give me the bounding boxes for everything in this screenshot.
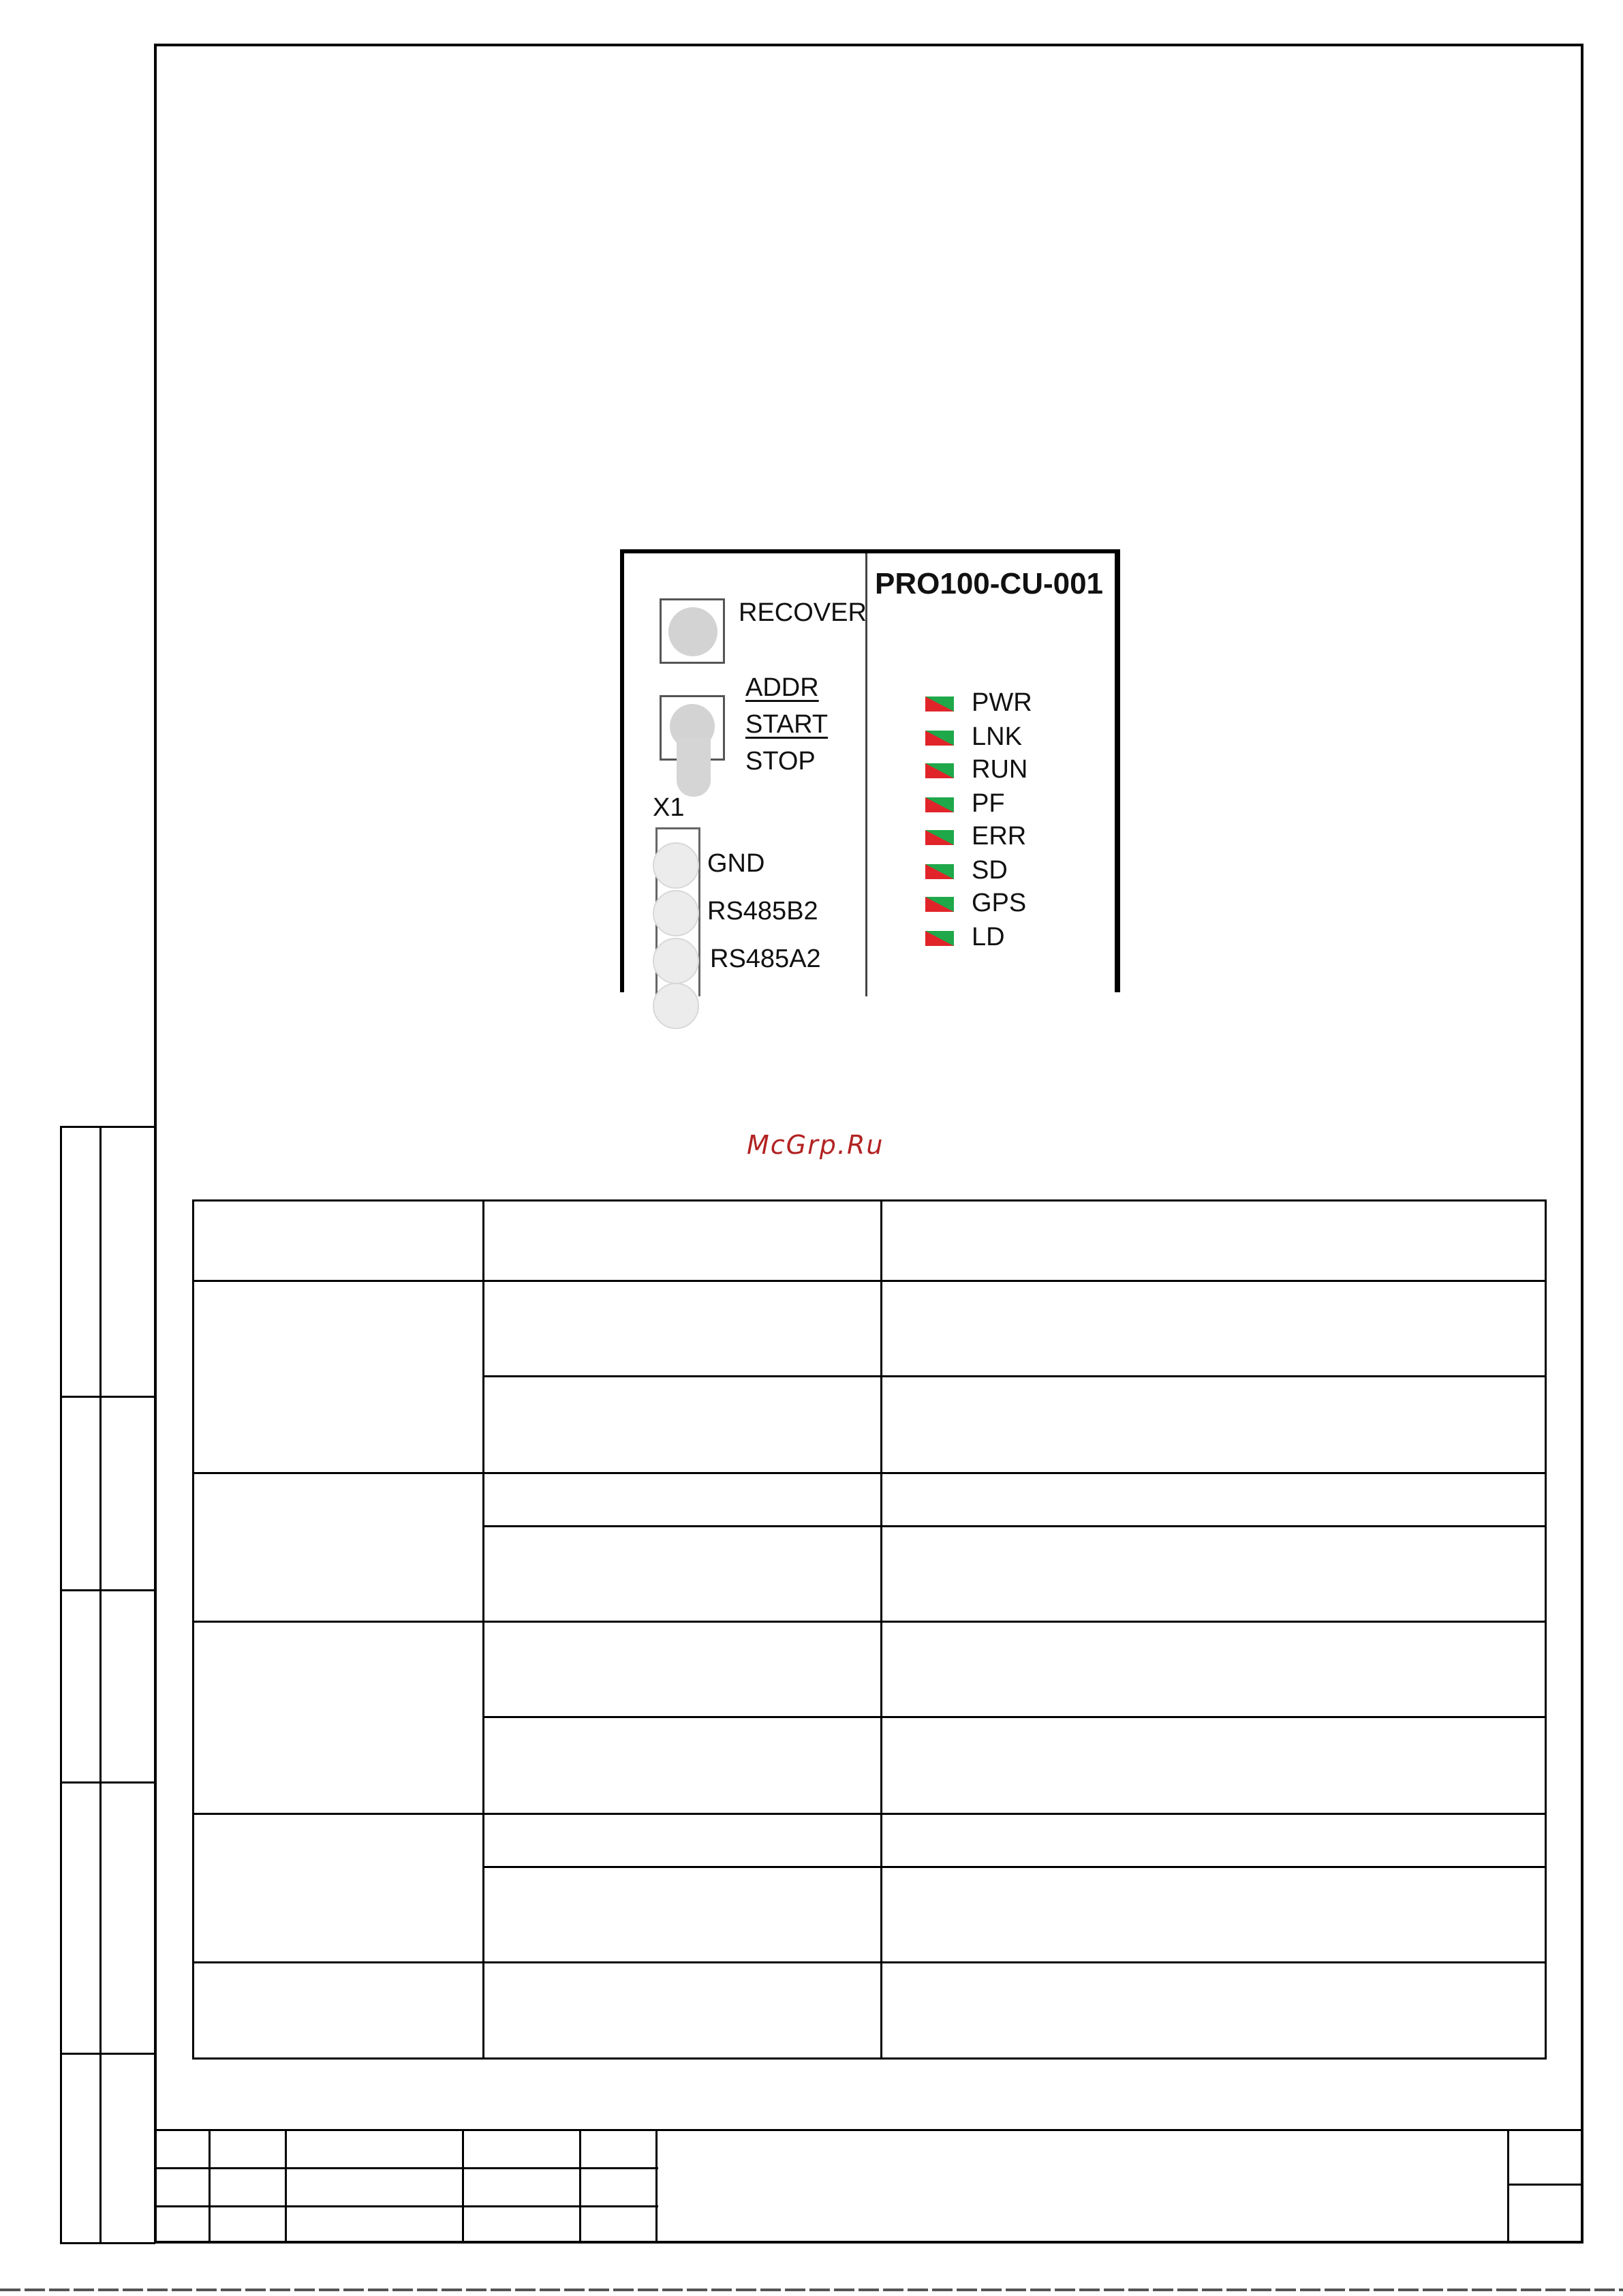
pin-label-rs485a2: RS485A2 <box>710 945 821 973</box>
table-cell <box>484 1815 882 1868</box>
table-cell <box>882 1963 1547 2057</box>
page-edge-dash <box>0 2289 1623 2291</box>
terminal-gnd <box>653 842 699 889</box>
terminal-rs485b2 <box>653 890 699 936</box>
table-group-cell <box>194 1282 484 1474</box>
recover-button[interactable] <box>660 598 725 664</box>
led-gps-icon <box>925 897 954 912</box>
led-label-gps: GPS <box>972 889 1027 917</box>
led-label-run: RUN <box>972 755 1028 784</box>
led-pwr-icon <box>925 697 954 711</box>
led-label-err: ERR <box>972 822 1027 851</box>
table-header-cell <box>882 1201 1547 1282</box>
pin-label-gnd: GND <box>707 849 765 878</box>
led-ld-icon <box>925 931 954 946</box>
watermark-text: McGrp.Ru <box>747 1130 884 1160</box>
table-cell <box>882 1718 1547 1815</box>
recover-label: RECOVER <box>739 598 867 627</box>
connector-x1-label: X1 <box>653 793 685 822</box>
start-label: START <box>745 710 829 739</box>
led-pf-icon <box>925 797 954 812</box>
stop-label: STOP <box>745 747 816 776</box>
led-label-pf: PF <box>972 789 1005 818</box>
pin-label-rs485b2: RS485B2 <box>707 897 818 925</box>
terminal-partial <box>653 983 699 1029</box>
led-label-pwr: PWR <box>972 688 1032 717</box>
addr-start-stop-switch[interactable] <box>660 695 725 761</box>
table-group-cell <box>194 1963 484 2057</box>
table-cell <box>882 1623 1547 1718</box>
table-cell <box>484 1527 882 1623</box>
indicator-table <box>192 1199 1547 2060</box>
table-cell <box>484 1282 882 1377</box>
table-cell <box>882 1282 1547 1377</box>
table-cell <box>882 1815 1547 1868</box>
table-cell <box>484 1474 882 1527</box>
recover-button-cap <box>668 607 717 656</box>
table-group-cell <box>194 1815 484 1963</box>
table-cell <box>484 1377 882 1474</box>
table-cell <box>484 1963 882 2057</box>
terminal-rs485a2 <box>653 938 699 984</box>
table-cell <box>484 1623 882 1718</box>
model-title: PRO100-CU-001 <box>875 567 1104 600</box>
table-header-cell <box>194 1201 484 1282</box>
table-cell <box>484 1718 882 1815</box>
table-group-cell <box>194 1474 484 1623</box>
led-lnk-icon <box>925 731 954 746</box>
table-header-cell <box>484 1201 882 1282</box>
table-cell <box>882 1377 1547 1474</box>
switch-lever-stem <box>677 738 711 797</box>
table-cell <box>882 1527 1547 1623</box>
table-cell <box>882 1868 1547 1963</box>
led-label-sd: SD <box>972 856 1008 885</box>
addr-label: ADDR <box>745 673 819 702</box>
device-front-panel <box>620 549 1120 992</box>
led-err-icon <box>925 830 954 845</box>
led-label-ld: LD <box>972 923 1005 951</box>
table-cell <box>484 1868 882 1963</box>
table-group-cell <box>194 1623 484 1815</box>
led-label-lnk: LNK <box>972 722 1022 751</box>
led-sd-icon <box>925 864 954 879</box>
table-cell <box>882 1474 1547 1527</box>
led-run-icon <box>925 763 954 778</box>
